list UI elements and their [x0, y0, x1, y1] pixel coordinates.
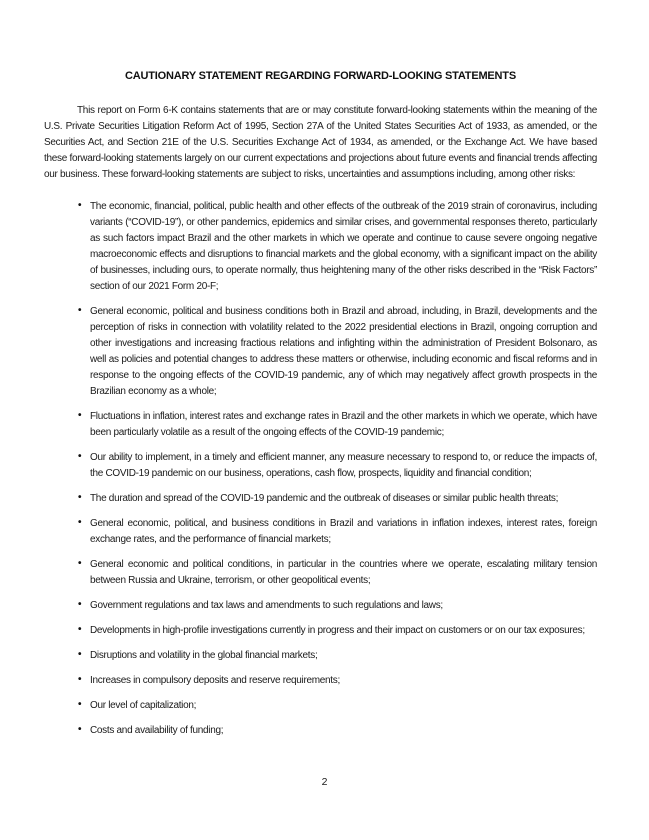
risk-bullet-item [78, 409, 597, 441]
risk-bullet-text: The duration and spread of the COVID-19 pandemic and the outbreak of diseases or similar public health threats; [90, 493, 559, 504]
document-title: CAUTIONARY STATEMENT REGARDING FORWARD-LOOKING STATEMENTS [125, 70, 516, 82]
risk-bullet-item [78, 199, 597, 295]
risk-bullet-text: Fluctuations in inflation, interest rates and exchange rates in Brazil and the other markets in which we operate, which have been particularly volatile as a result of the ongoing effects of the COVID-19 pandemic; [90, 411, 597, 438]
bullet-icon: • [78, 699, 82, 710]
intro-paragraph: This report on Form 6-K contains statements that are or may constitute forward-looking statements within the meaning of the U.S. Private Securities Litigation Reform Act of 1995, Section 27A of the United States Securities Act of 1933, as amended, or the Securities Act, and Section 21E of the U.S. Securities Exchange Act of 1934, as amended, or the Exchange Act. We have based these forward-looking statements largely on our current expectations and projections about future events and financial trends affecting our business. These forward-looking statements are subject to risks, uncertainties and assumptions including, among other risks: [44, 105, 597, 180]
risk-bullet-text: Our level of capitalization; [90, 700, 197, 711]
risk-bullet-text: Increases in compulsory deposits and reserve requirements; [90, 675, 340, 686]
bullet-icon: • [78, 451, 82, 462]
risk-bullet-text: Developments in high-profile investigations currently in progress and their impact on customers or on our tax exposures; [90, 625, 585, 636]
bullet-icon: • [78, 305, 82, 316]
risk-bullet-item [78, 673, 597, 689]
risk-bullet-item [78, 598, 597, 614]
risk-bullet-item [78, 491, 597, 507]
risk-bullet-item [78, 723, 597, 739]
risk-bullet-text: General economic, political, and business conditions in Brazil and variations in inflation indexes, interest rates, foreign exchange rates, and the performance of financial markets; [90, 518, 597, 545]
risk-bullet-text: General economic, political and business conditions both in Brazil and abroad, including, in Brazil, developments and the perception of risks in connection with volatility related to the 2022 presidential elections in Brazil, ongoing corruption and other investigations and increasing fractious relations and infighting within the administration of President Bolsonaro, as well as policies and potential changes to address these matters or otherwise, including economic and fiscal reforms and in response to the ongoing effects of the COVID-19 pandemic, any of which may negatively affect growth prospects in the Brazilian economy as a whole; [90, 306, 597, 397]
page-number: 2 [321, 776, 328, 788]
bullet-icon: • [78, 558, 82, 569]
bullet-icon: • [78, 624, 82, 635]
bullet-icon: • [78, 649, 82, 660]
risk-bullet-text: General economic and political conditions, in particular in the countries where we operate, escalating military tension between Russia and Ukraine, terrorism, or other geopolitical events; [90, 559, 597, 586]
risk-bullet-item [78, 623, 597, 639]
risk-bullet-item [78, 557, 597, 589]
risk-bullet-item [78, 450, 597, 482]
risk-bullet-text: Our ability to implement, in a timely and efficient manner, any measure necessary to respond to, or reduce the impacts of, the COVID-19 pandemic on our business, operations, cash flow, prospects, liquidity and financial condition; [90, 452, 597, 479]
bullet-icon: • [78, 517, 82, 528]
risk-bullet-text: Disruptions and volatility in the global financial markets; [90, 650, 318, 661]
bullet-icon: • [78, 410, 82, 421]
risk-bullet-text: The economic, financial, political, public health and other effects of the outbreak of the 2019 strain of coronavirus, including variants (“COVID-19”), or other pandemics, epidemics and similar crises, and governmental responses thereto, particularly as such factors impact Brazil and the other markets in which we operate and continue to cause severe ongoing negative macroeconomic effects and disruptions to financial markets and the global economy, with a significant impact on the ability of businesses, including ours, to operate normally, thus heightening many of the other risks described in the “Risk Factors” section of our 2021 Form 20-F; [90, 201, 597, 292]
risk-bullet-item [78, 698, 597, 714]
risk-bullet-text: Government regulations and tax laws and amendments to such regulations and laws; [90, 600, 443, 611]
risk-bullet-item [78, 304, 597, 400]
risk-bullet-item [78, 516, 597, 548]
risk-bullet-item [78, 648, 597, 664]
risk-bullet-text: Costs and availability of funding; [90, 725, 224, 736]
bullet-icon: • [78, 724, 82, 735]
bullet-icon: • [78, 599, 82, 610]
bullet-icon: • [78, 492, 82, 503]
bullet-icon: • [78, 200, 82, 211]
risk-bullet-list [44, 199, 597, 739]
bullet-icon: • [78, 674, 82, 685]
